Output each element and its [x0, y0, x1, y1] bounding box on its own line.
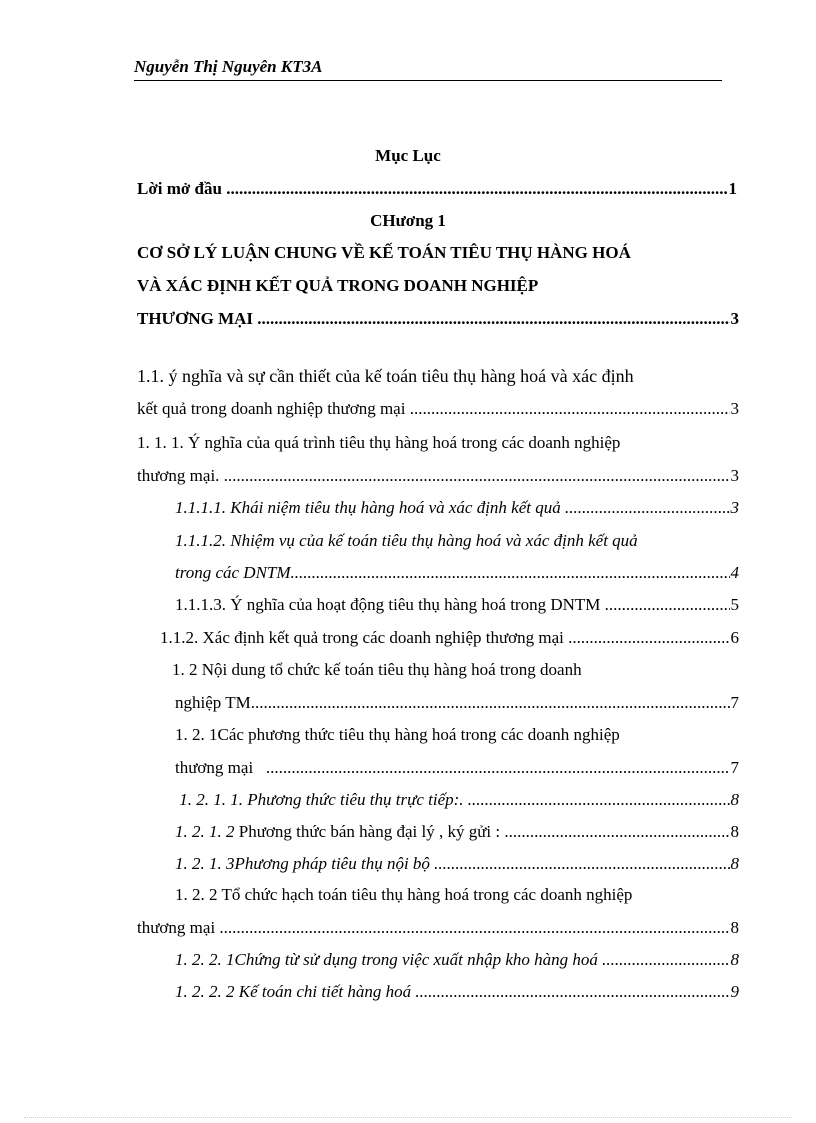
chapter-title-line-1: CƠ SỞ LÝ LUẬN CHUNG VỀ KẾ TOÁN TIÊU THỤ HÀNG HOÁ — [137, 243, 631, 262]
leader-dots — [568, 627, 729, 649]
toc-page-number: 6 — [730, 628, 739, 647]
toc-page-number: 8 — [730, 822, 739, 841]
toc-entry-1-2-1-2[interactable] — [175, 821, 739, 843]
toc-page-number: 3 — [730, 309, 739, 328]
toc-entry-line1: 1. 1. 1. Ý nghĩa của quá trình tiêu thụ hàng hoá trong các doanh nghiệp — [137, 433, 621, 452]
toc-entry-1-2-2-1[interactable] — [175, 949, 739, 971]
toc-entry-line1: 1. 2 Nội dung tổ chức kế toán tiêu thụ hàng hoá trong doanh — [172, 660, 582, 679]
toc-entry-1-1-1[interactable] — [137, 465, 739, 487]
toc-page-number: 9 — [730, 982, 739, 1001]
toc-entry-intro[interactable] — [137, 178, 737, 200]
page-bottom-border — [24, 1117, 792, 1118]
toc-page-number: 3 — [730, 466, 739, 485]
toc-entry-1-2[interactable] — [175, 692, 739, 714]
toc-entry-1-2-1-3[interactable] — [175, 853, 739, 875]
toc-entry-1-2-2[interactable] — [137, 917, 739, 939]
toc-entry-line1: 1. 2. 2 Tổ chức hạch toán tiêu thụ hàng hoá trong các doanh nghiệp — [175, 885, 633, 904]
toc-entry-text: 1. 2. 1. 1. Phương thức tiêu thụ trực tiếp:. — [175, 790, 468, 809]
leader-dots — [504, 821, 729, 843]
leader-dots — [410, 398, 730, 420]
leader-dots — [468, 789, 730, 811]
toc-entry-text: nghiệp TM — [175, 693, 251, 712]
leader-dots — [257, 308, 729, 330]
leader-dots — [224, 465, 730, 487]
toc-page-number: 8 — [730, 854, 739, 873]
toc-entry-1-1-1-1[interactable] — [175, 497, 739, 519]
leader-dots — [434, 853, 729, 875]
toc-entry-text: 1.1.1.3. Ý nghĩa của hoạt động tiêu thụ hàng hoá trong DNTM — [175, 595, 605, 614]
toc-page-number: 5 — [730, 595, 739, 614]
toc-entry-line1: 1. 2. 1Các phương thức tiêu thụ hàng hoá trong các doanh nghiệp — [175, 725, 620, 744]
chapter-label: CHương 1 — [370, 211, 446, 230]
leader-dots — [266, 757, 730, 779]
toc-page-number: 3 — [730, 498, 739, 517]
toc-entry-1-2-1-1[interactable] — [175, 789, 739, 811]
toc-page-number: 7 — [730, 758, 739, 777]
toc-entry-1-1-1-3[interactable] — [175, 594, 739, 616]
leader-dots — [291, 562, 730, 584]
leader-dots — [602, 949, 729, 971]
leader-dots — [565, 497, 730, 519]
chapter-title-line-2: VÀ XÁC ĐỊNH KẾT QUẢ TRONG DOANH NGHIỆP — [137, 276, 539, 295]
toc-entry-1-1[interactable] — [137, 398, 739, 420]
toc-entry-line1: 1.1.1.2. Nhiệm vụ của kế toán tiêu thụ hàng hoá và xác định kết quả — [175, 531, 638, 550]
toc-title: Mục Lục — [375, 146, 441, 165]
leader-dots — [226, 178, 727, 200]
toc-entry-1-2-1[interactable] — [175, 757, 739, 779]
toc-entry-1-1-1-2[interactable] — [175, 562, 739, 584]
toc-entry-number: 1. 2. 1. 2 — [175, 822, 239, 841]
toc-entry-text: thương mại. — [137, 466, 224, 485]
toc-entry-1-2-2-2[interactable] — [175, 981, 739, 1003]
toc-entry-text: thương mại — [175, 758, 266, 777]
toc-page-number: 3 — [730, 399, 739, 418]
toc-page-number: 8 — [730, 950, 739, 969]
leader-dots — [251, 692, 730, 714]
toc-entry-text: trong các DNTM — [175, 563, 291, 582]
toc-page-number: 1 — [728, 179, 737, 198]
toc-page-number: 4 — [730, 563, 739, 582]
toc-entry-text: 1. 2. 2. 2 Kế toán chi tiết hàng hoá — [175, 982, 416, 1001]
leader-dots — [605, 594, 730, 616]
toc-page-number: 7 — [730, 693, 739, 712]
toc-entry-text: thương mại — [137, 918, 220, 937]
toc-page-number: 8 — [730, 918, 739, 937]
toc-entry-chapter-1[interactable] — [137, 308, 739, 330]
toc-entry-line1: 1.1. ý nghĩa và sự cần thiết của kế toán tiêu thụ hàng hoá và xác định — [137, 366, 634, 386]
header-author: Nguyễn Thị Nguyên KT3A — [134, 57, 323, 76]
toc-entry-text: kết quả trong doanh nghiệp thương mại — [137, 399, 410, 418]
toc-page-number: 8 — [730, 790, 739, 809]
leader-dots — [219, 917, 729, 939]
toc-entry-text: 1. 2. 1. 3Phương pháp tiêu thụ nội bộ — [175, 854, 435, 873]
toc-entry-text: THƯƠNG MẠI — [137, 309, 258, 328]
toc-entry-text: 1.1.2. Xác định kết quả trong các doanh nghiệp thương mại — [160, 628, 569, 647]
toc-entry-text: Lời mở đầu — [137, 179, 227, 198]
toc-entry-1-1-2[interactable] — [160, 627, 739, 649]
page-header — [134, 54, 722, 81]
leader-dots — [415, 981, 729, 1003]
toc-entry-text: 1. 2. 2. 1Chứng từ sử dụng trong việc xuất nhập kho hàng hoá — [175, 950, 603, 969]
toc-entry-text: Phương thức bán hàng đại lý , ký gửi : — [238, 822, 505, 841]
toc-entry-text: 1.1.1.1. Khái niệm tiêu thụ hàng hoá và xác định kết quả — [175, 498, 565, 517]
